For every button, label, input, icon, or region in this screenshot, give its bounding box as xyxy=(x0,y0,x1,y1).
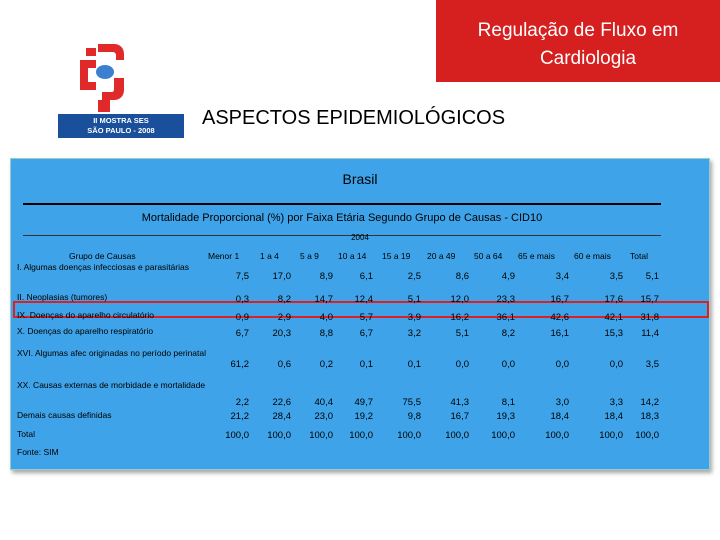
table-cell: 0,9 xyxy=(235,312,249,323)
column-header: 65 e mais xyxy=(518,251,555,261)
table-cell: 20,3 xyxy=(272,328,291,339)
table-cell: 31,8 xyxy=(640,312,659,323)
table-cell: 0,0 xyxy=(501,359,515,370)
table-cell: 14,7 xyxy=(314,294,333,305)
table-cell: 12,4 xyxy=(354,294,373,305)
column-header: 10 a 14 xyxy=(338,251,367,261)
table-cell: 100,0 xyxy=(635,430,659,441)
table-cell: 100,0 xyxy=(309,430,333,441)
table-cell: 5,1 xyxy=(645,271,659,282)
table-cell: 15,7 xyxy=(640,294,659,305)
table-cell: 12,0 xyxy=(450,294,469,305)
table-cell: 19,2 xyxy=(354,411,373,422)
table-cell: 16,7 xyxy=(550,294,569,305)
table-cell: 17,0 xyxy=(272,271,291,282)
table-cell: 18,4 xyxy=(604,411,623,422)
table-cell: 100,0 xyxy=(445,430,469,441)
logo-caption xyxy=(58,114,184,138)
row-label: XVI. Algumas afec originadas no período perinatal xyxy=(17,348,207,358)
table-cell: 2,5 xyxy=(407,271,421,282)
table-cell: 0,0 xyxy=(555,359,569,370)
table-cell: 6,1 xyxy=(359,271,373,282)
row-label: Demais causas definidas xyxy=(17,410,112,420)
table-cell: 3,4 xyxy=(555,271,569,282)
table-cell: 0,3 xyxy=(235,294,249,305)
table-cell: 8,1 xyxy=(501,397,515,408)
data-panel xyxy=(10,158,710,470)
table-cell: 2,9 xyxy=(277,312,291,323)
table-cell: 0,6 xyxy=(277,359,291,370)
column-header: 20 a 49 xyxy=(427,251,456,261)
table-cell: 4,9 xyxy=(501,271,515,282)
table-cell: 100,0 xyxy=(599,430,623,441)
table-cell: 8,2 xyxy=(277,294,291,305)
table-title-area xyxy=(23,203,661,236)
table-cell: 16,2 xyxy=(450,312,469,323)
table-cell: 11,4 xyxy=(641,328,659,339)
table-cell: 18,3 xyxy=(640,411,659,422)
logo-caption-line-2: SÃO PAULO - 2008 xyxy=(87,126,155,135)
table-cell: 100,0 xyxy=(349,430,373,441)
column-header: 1 a 4 xyxy=(260,251,279,261)
table-cell: 3,2 xyxy=(407,328,421,339)
table-cell: 8,6 xyxy=(455,271,469,282)
table-cell: 15,3 xyxy=(604,328,623,339)
table-cell: 75,5 xyxy=(402,397,421,408)
table-cell: 6,7 xyxy=(359,328,373,339)
table-cell: 5,1 xyxy=(407,294,421,305)
table-cell: 0,0 xyxy=(455,359,469,370)
column-header: 15 a 19 xyxy=(382,251,411,261)
table-cell: 5,1 xyxy=(455,328,469,339)
row-label: Total xyxy=(17,429,35,439)
column-header: Total xyxy=(630,251,648,261)
table-cell: 22,6 xyxy=(272,397,291,408)
section-title: ASPECTOS EPIDEMIOLÓGICOS xyxy=(202,107,506,129)
title-line-2: Cardiologia xyxy=(539,48,637,69)
logo-caption-line-1: II MOSTRA SES xyxy=(93,116,149,125)
row-label: I. Algumas doenças infecciosas e parasitárias xyxy=(17,262,189,272)
row-label: II. Neoplasias (tumores) xyxy=(17,292,108,302)
table-cell: 0,1 xyxy=(407,359,421,370)
table-cell: 8,9 xyxy=(319,271,333,282)
table-cell: 36,1 xyxy=(496,312,515,323)
table-cell: 3,3 xyxy=(609,397,623,408)
table-cell: 0,0 xyxy=(609,359,623,370)
column-header-group: Grupo de Causas xyxy=(69,251,136,261)
table-cell: 0,1 xyxy=(359,359,373,370)
table-cell: 8,2 xyxy=(501,328,515,339)
table-cell: 16,7 xyxy=(450,411,469,422)
column-header: 5 a 9 xyxy=(300,251,319,261)
table-cell: 41,3 xyxy=(450,397,469,408)
table-cell: 8,8 xyxy=(319,328,333,339)
table-cell: 21,2 xyxy=(230,411,249,422)
table-cell: 23,0 xyxy=(314,411,333,422)
table-cell: 28,4 xyxy=(272,411,291,422)
table-cell: 16,1 xyxy=(550,328,569,339)
table-cell: 49,7 xyxy=(354,397,373,408)
title-banner xyxy=(436,0,720,82)
table-cell: 19,3 xyxy=(496,411,515,422)
column-header: 60 e mais xyxy=(574,251,611,261)
table-cell: 18,4 xyxy=(550,411,569,422)
table-cell: 14,2 xyxy=(640,397,659,408)
column-header: 50 a 64 xyxy=(474,251,503,261)
table-cell: 42,1 xyxy=(604,312,623,323)
table-cell: 100,0 xyxy=(545,430,569,441)
table-cell: 9,8 xyxy=(407,411,421,422)
table-cell: 3,9 xyxy=(407,312,421,323)
table-cell: 7,5 xyxy=(235,271,249,282)
table-cell: 5,7 xyxy=(359,312,373,323)
table-cell: 42,6 xyxy=(550,312,569,323)
title-line-1: Regulação de Fluxo em xyxy=(477,20,679,41)
row-label: X. Doenças do aparelho respiratório xyxy=(17,326,154,336)
table-cell: 2,2 xyxy=(235,397,249,408)
table-cell: 4,0 xyxy=(319,312,333,323)
table-cell: 3,0 xyxy=(555,397,569,408)
row-label: IX. Doenças do aparelho circulatório xyxy=(17,310,155,320)
table-title: Mortalidade Proporcional (%) por Faixa Etária Segundo Grupo de Causas - CID10 xyxy=(141,212,543,224)
table-cell: 100,0 xyxy=(267,430,291,441)
year-label: 2004 xyxy=(351,233,369,242)
table-cell: 6,7 xyxy=(235,328,249,339)
source-note: Fonte: SIM xyxy=(17,447,59,457)
table-cell: 100,0 xyxy=(225,430,249,441)
table-cell: 17,6 xyxy=(604,294,623,305)
table-cell: 100,0 xyxy=(491,430,515,441)
table-cell: 3,5 xyxy=(609,271,623,282)
panel-subtitle: Brasil xyxy=(342,171,378,187)
table-cell: 40,4 xyxy=(314,397,333,408)
table-cell: 3,5 xyxy=(645,359,659,370)
table-cell: 61,2 xyxy=(230,359,249,370)
table-cell: 23,3 xyxy=(496,294,515,305)
column-header: Menor 1 xyxy=(208,251,240,261)
table-cell: 0,2 xyxy=(319,359,333,370)
row-label: XX. Causas externas de morbidade e mortalidade xyxy=(17,380,206,390)
table-cell: 100,0 xyxy=(397,430,421,441)
